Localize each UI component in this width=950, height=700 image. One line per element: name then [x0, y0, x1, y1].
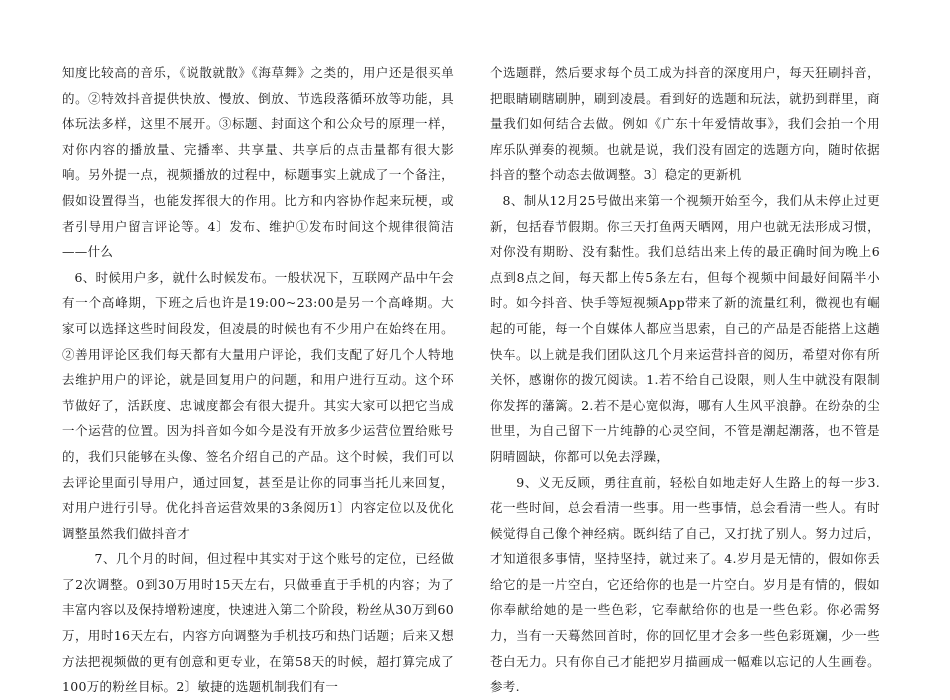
right-column — [490, 60, 880, 700]
paragraph-left-3: 7、几个月的时间，但过程中其实对于这个账号的定位，已经做了2次调整。0到30万用时15天左右，只做垂直于手机的内容；为了丰富内容以及保持增粉速度，快速进入第二个阶段，粉丝从30万到60万，用时16天左右，内容方向调整为手机技巧和热门话题；后来又想方法把视频做的更有创意和更专业，在第58天的时候，超打算完成了100万的粉丝目标。2〕敏捷的选题机制我们有一 — [62, 551, 454, 695]
paragraph-left-2: 6、时候用户多，就什么时候发布。一般状况下，互联网产品中午会有一个高峰期，下班之后也许是19:00~23:00是另一个高峰期。大家可以选择这些时间段发，但凌晨的时候也有不少用户在始终在用。②善用评论区我们每天都有大量用户评论，我们支配了好几个人特地去维护用户的评论，就是回复用户的问题，和用户进行互动。这个环节做好了，活跃度、忠诚度都会有很大提升。其实大家可以把它当成一个运营的位置。因为抖音如今如今是没有开放多少运营位置给账号的，我们只能够在头像、签名介绍自己的产品。这个时候，我们可以去评论里面引导用户，通过回复，甚至是让你的同事当托儿来回复，对用户进行引导。优化抖音运营效果的3条阅历1〕内容定位以及优化调整虽然我们做抖音才 — [62, 269, 454, 541]
paragraph-right-1: 个选题群，然后要求每个员工成为抖音的深度用户，每天狂刷抖音，把眼睛刷瞎刷肿，刷到凌晨。看到好的选题和玩法，就扔到群里，商量我们如何结合去做。例如《广东十年爱情故事》，我们会拍一个用库乐队弹奏的视频。也就是说，我们没有固定的选题方向，随时依据抖音的整个动态去做调整。3〕稳定的更新机 — [490, 65, 880, 183]
paragraph-right-2: 8、制从12月25号做出来第一个视频开始至今，我们从未停止过更新，包括春节假期。你三天打鱼两天晒网，用户也就无法形成习惯，对你没有期盼、没有黏性。我们总结出来上传的最正确时间为晚上6点到8点之间，每天都上传5条左右，但每个视频中间最好间隔半小时。如今抖音、快手等短视频App带来了新的流量红利，微视也有崛起的可能，每一个自媒体人都应当思索，自己的产品是否能搭上这趟快车。以上就是我们团队这几个月来运营抖音的阅历，希望对你有所关怀，感谢你的拨冗阅读。1.若不给自己设限，则人生中就没有限制你发挥的藩篱。2.若不是心宽似海，哪有人生风平浪静。在纷杂的尘世里，为自己留下一片纯静的心灵空间，不管是潮起潮落，也不管是阴晴圆缺，你都可以免去浮躁， — [490, 192, 880, 464]
paragraph-left-1: 知度比较高的音乐，《说散就散》《海草舞》之类的，用户还是很买单的。②特效抖音提供快放、慢放、倒放、节选段落循环放等功能，具体玩法多样，这里不展开。③标题、封面这个和公众号的原理一样，对你内容的播放量、完播率、共享量、共享后的点击量都有很大影响。另外提一点，视频播放的过程中，标题事实上就成了一个备注，假如设置得当，也能发挥很大的作用。比方和内容协作起来玩梗，或者引导用户留言评论等。4〕发布、维护①发布时间这个规律很简洁——什么 — [62, 65, 454, 260]
paragraph-right-3: 9、义无反顾，勇往直前，轻松自如地走好人生路上的每一步3.花一些时间，总会看清一些事。用一些事情，总会看清一些人。有时候觉得自己像个神经病。既纠结了自己，又打扰了别人。努力过后，才知道很多事情，坚持坚持，就过来了。4.岁月是无情的，假如你丢给它的是一片空白，它还给你的也是一片空白。岁月是有情的，假如你奉献给她的是一些色彩，它奉献给你的也是一些色彩。你必需努力，当有一天蓦然回首时，你的回忆里才会多一些色彩斑斓，少一些苍白无力。只有你自己才能把岁月描画成一幅难以忘记的人生画卷。参考. — [490, 474, 880, 695]
left-column — [62, 60, 454, 700]
